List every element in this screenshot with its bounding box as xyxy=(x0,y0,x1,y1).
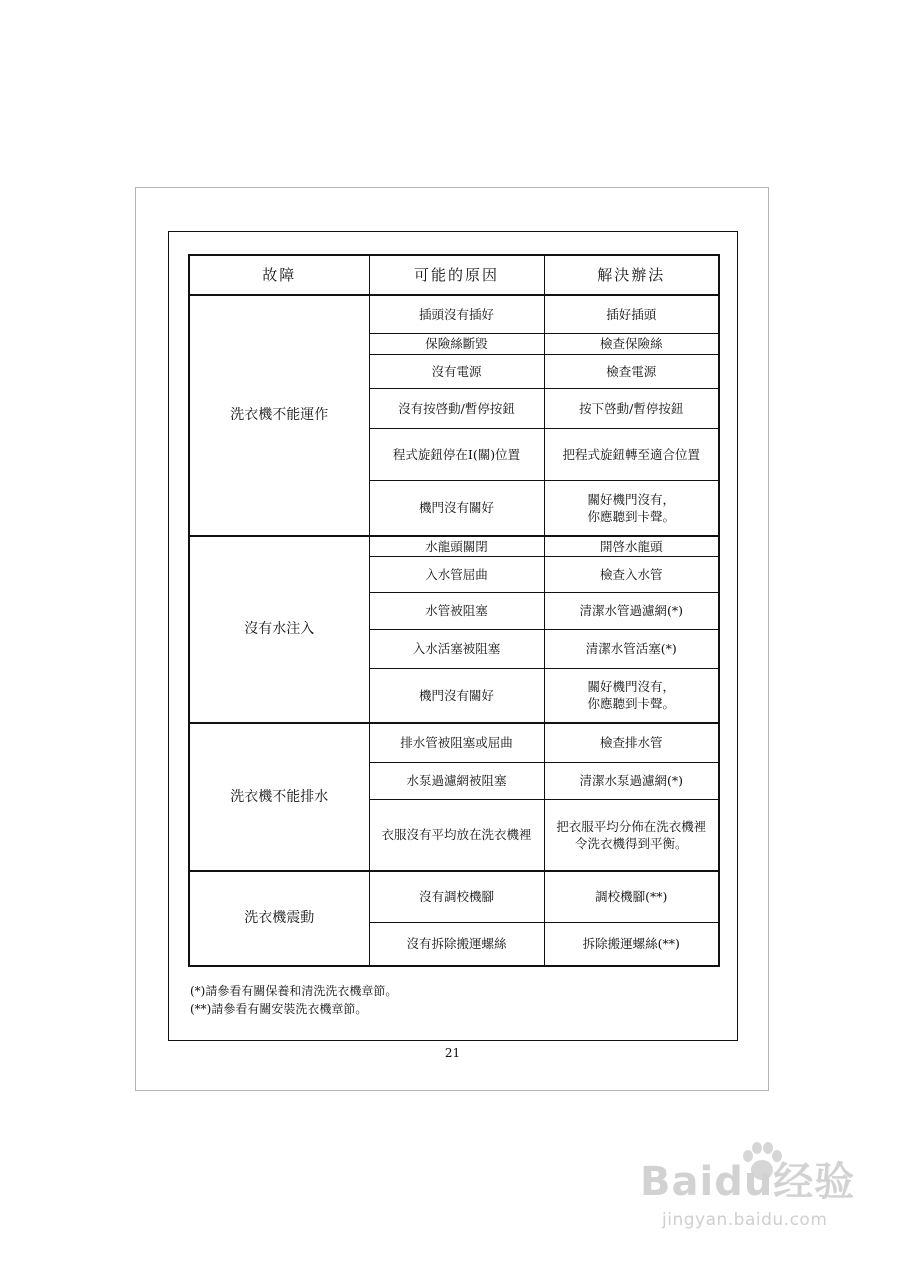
cause-cell: 插頭沒有插好 xyxy=(369,295,544,333)
table-header-row xyxy=(189,255,719,295)
cause-cell: 機門沒有關好 xyxy=(369,480,544,536)
solution-cell: 開啓水龍頭 xyxy=(544,536,719,556)
cause-cell: 沒有調校機腳 xyxy=(369,871,544,922)
cause-cell: 沒有電源 xyxy=(369,354,544,388)
solution-cell: 調校機腳(**) xyxy=(544,871,719,922)
solution-cell: 拆除搬運螺絲(**) xyxy=(544,922,719,966)
table-row xyxy=(189,871,719,922)
cause-cell: 沒有按啓動/暫停按鈕 xyxy=(369,388,544,428)
watermark-logo: Baidu经验 xyxy=(640,1159,856,1205)
solution-cell xyxy=(544,668,719,723)
solution-line: 把衣服平均分佈在洗衣機裡 xyxy=(556,818,707,834)
solution-line: 關好機門沒有， xyxy=(587,491,675,507)
fault-cell: 洗衣機不能運作 xyxy=(189,295,369,536)
solution-cell: 清潔水泵過濾網(*) xyxy=(544,762,719,799)
header-cause: 可能的原因 xyxy=(369,255,544,295)
baidu-watermark xyxy=(640,1150,890,1250)
cause-cell: 衣服沒有平均放在洗衣機裡 xyxy=(369,799,544,871)
header-fault: 故障 xyxy=(189,255,369,295)
cause-cell: 機門沒有關好 xyxy=(369,668,544,723)
solution-cell: 檢查電源 xyxy=(544,354,719,388)
troubleshooting-table xyxy=(188,254,720,967)
cause-cell: 入水管屈曲 xyxy=(369,556,544,592)
fault-cell: 沒有水注入 xyxy=(189,536,369,723)
solution-cell: 把程式旋鈕轉至適合位置 xyxy=(544,428,719,480)
cause-cell: 排水管被阻塞或屈曲 xyxy=(369,723,544,762)
header-solution: 解決辦法 xyxy=(544,255,719,295)
solution-line: 你應聽到卡聲。 xyxy=(587,696,675,712)
cause-cell: 沒有拆除搬運螺絲 xyxy=(369,922,544,966)
footnote: (**)請參看有關安裝洗衣機章節。 xyxy=(190,1002,368,1016)
solution-cell: 檢查入水管 xyxy=(544,556,719,592)
fault-cell: 洗衣機不能排水 xyxy=(189,723,369,871)
solution-cell: 清潔水管活塞(*) xyxy=(544,629,719,668)
solution-cell xyxy=(544,799,719,871)
solution-line: 關好機門沒有， xyxy=(587,679,675,695)
solution-cell: 清潔水管過濾網(*) xyxy=(544,592,719,629)
cause-cell: 保險絲斷毀 xyxy=(369,333,544,354)
cause-cell: 水龍頭關閉 xyxy=(369,536,544,556)
footnotes xyxy=(190,982,397,1018)
solution-cell: 檢查保險絲 xyxy=(544,333,719,354)
solution-cell: 檢查排水管 xyxy=(544,723,719,762)
cause-cell: 入水活塞被阻塞 xyxy=(369,629,544,668)
cause-cell: 水管被阻塞 xyxy=(369,592,544,629)
solution-line: 令洗衣機得到平衡。 xyxy=(574,835,688,851)
solution-cell xyxy=(544,480,719,536)
fault-cell: 洗衣機震動 xyxy=(189,871,369,966)
solution-line: 你應聽到卡聲。 xyxy=(587,508,675,524)
cause-cell: 水泵過濾網被阻塞 xyxy=(369,762,544,799)
solution-cell: 插好插頭 xyxy=(544,295,719,333)
table-row xyxy=(189,723,719,762)
page-number: 21 xyxy=(444,1046,461,1060)
table-row xyxy=(189,295,719,333)
cause-cell: 程式旋鈕停在I(關)位置 xyxy=(369,428,544,480)
watermark-url: jingyan.baidu.com xyxy=(662,1210,828,1230)
solution-cell: 按下啓動/暫停按鈕 xyxy=(544,388,719,428)
footnote: (*)請參看有關保養和清洗洗衣機章節。 xyxy=(190,984,398,998)
table-row xyxy=(189,536,719,556)
